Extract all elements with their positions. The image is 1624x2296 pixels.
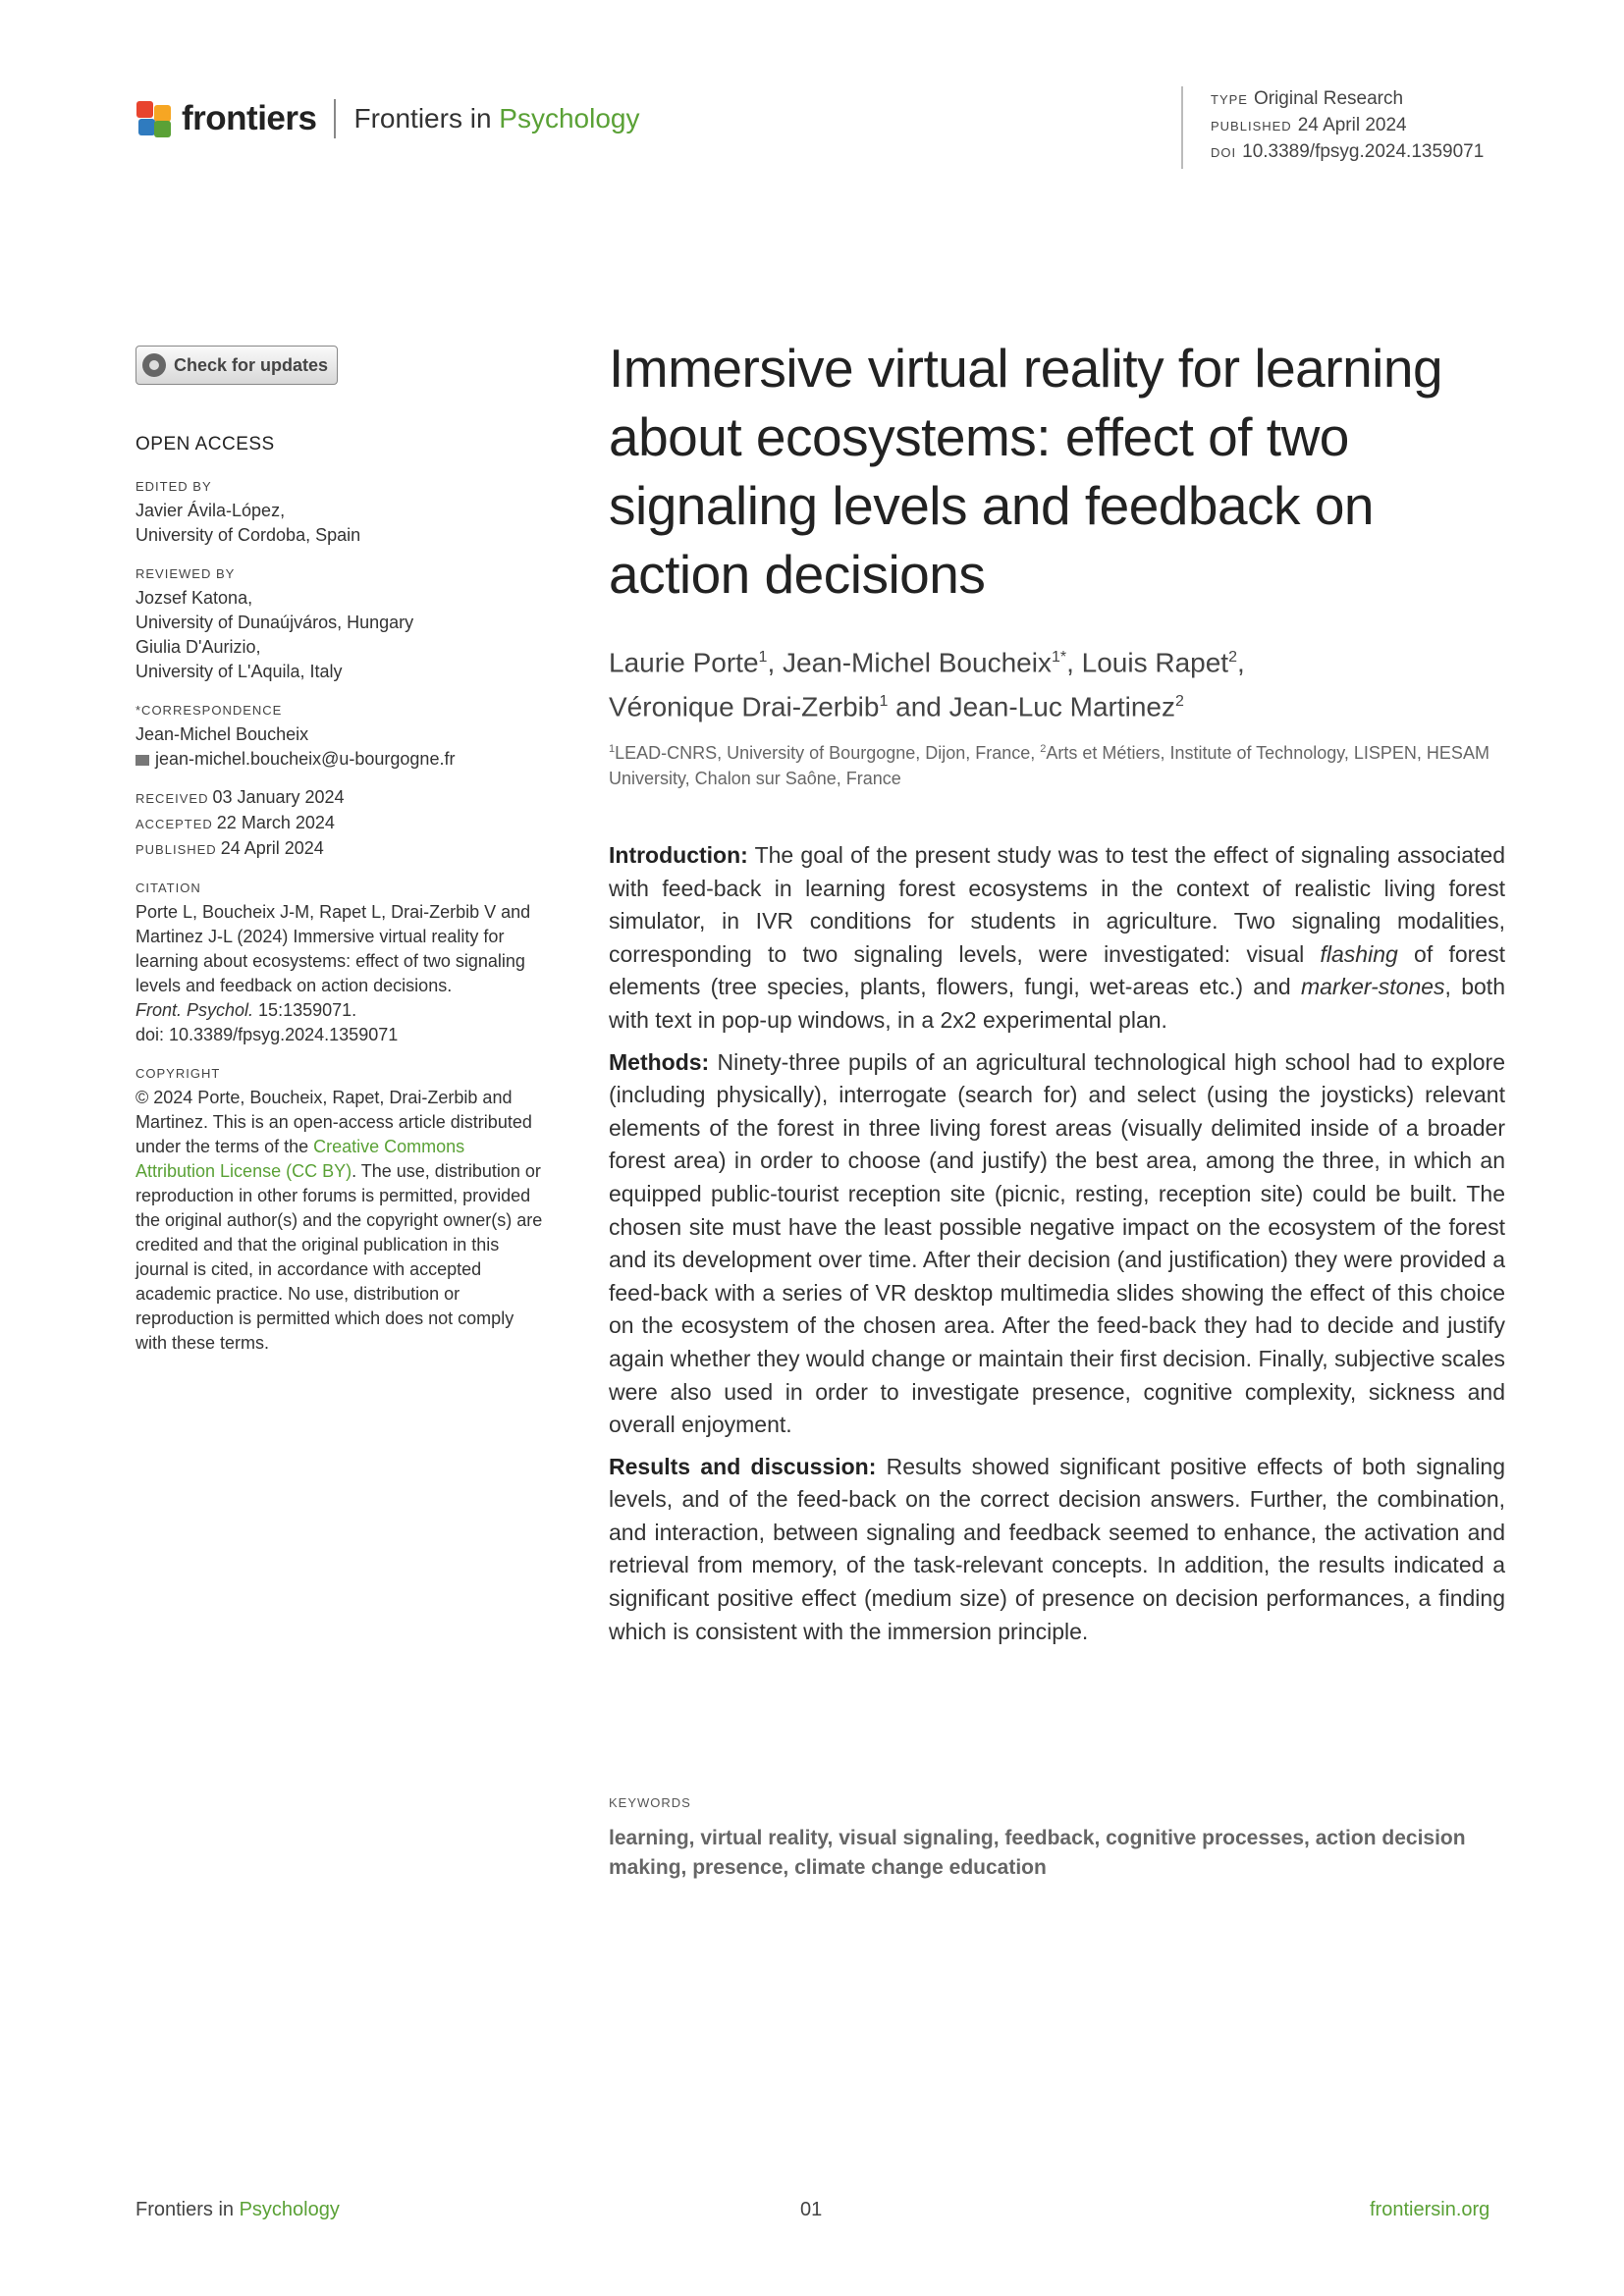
site-link[interactable]: frontiersin.org: [1370, 2199, 1490, 2220]
reviewer-affiliation: University of Dunaújváros, Hungary: [135, 613, 414, 632]
edited-by-label: EDITED BY: [135, 479, 212, 494]
author-separator: ,: [767, 647, 784, 678]
accepted-date: 22 March 2024: [216, 813, 335, 832]
abstract-methods: Methods: Ninety-three pupils of an agricultural technological high school had to explore (including physically), interrogate (search for) and select (using the joysticks) relevant elements of the forest in three living forest areas (visually delimited inside of a broader forest area) in order to choose (and justify) the best area, among the three, in which an equipped public-tourist reception site (picnic, resting, reception site) could be built. The chosen site must have the least possible negative impact on the ecosystem of the forest and its development over time. After their decision (and justification) they were provided a feed-back with a series of VR desktop multimedia slides showing the effect of this choice on the ecosystem of the chosen area. After the feed-back they had to decide and justify again whether they would change or maintain their first decision. Finally, subjective scales were also used in order to investigate presence, cognitive complexity, sickness and overall enjoyment.: [609, 1048, 1505, 1438]
type-label: TYPE: [1211, 92, 1248, 107]
abstract-results: Results and discussion: Results showed significant positive effects of both signaling levels, and of the feed-back on the correct decision answers. Further, the combination, and interaction, between signaling and feedback seemed to enhance, the activation and retrieval from memory, of the task-relevant concepts. In addition, the results indicated a significant positive effect (medium size) of presence on decision performances, a finding which is consistent with the immersion principle.: [609, 1453, 1505, 1644]
author-name[interactable]: Laurie Porte: [609, 647, 759, 678]
check-for-updates-button[interactable]: [135, 346, 338, 385]
published-label: PUBLISHED: [1211, 119, 1292, 133]
citation-text: Porte L, Boucheix J-M, Rapet L, Drai-Zerbib V and Martinez J-L (2024) Immersive virtual reality for learning about ecosystems: effect of two signaling levels and feedback on action decisions. Front. Psychol. 15:1359071. doi: 10.3389/fpsyg.2024.1359071: [135, 902, 531, 1044]
received-label: RECEIVED: [135, 791, 209, 806]
author-affiliation-marker: 2: [1175, 693, 1184, 711]
reviewer-name: Jozsef Katona,: [135, 588, 253, 608]
published-label: PUBLISHED: [135, 842, 217, 857]
brand-name: frontiers: [182, 99, 317, 137]
abstract: [609, 839, 1505, 1657]
reviewer-affiliation: University of L'Aquila, Italy: [135, 662, 343, 681]
editor-affiliation: University of Cordoba, Spain: [135, 525, 361, 545]
copyright-label: COPYRIGHT: [135, 1066, 221, 1081]
mail-icon: [135, 755, 149, 766]
published-value: 24 April 2024: [1297, 115, 1407, 135]
frontiers-logo-icon: [135, 99, 174, 138]
correspondence-name: Jean-Michel Boucheix: [135, 724, 309, 744]
author-separator: ,: [1066, 647, 1082, 678]
reviewer-name: Giulia D'Aurizio,: [135, 637, 261, 657]
doi-link[interactable]: 10.3389/fpsyg.2024.1359071: [1242, 141, 1485, 162]
check-updates-label: Check for updates: [174, 354, 329, 375]
author-name[interactable]: Louis Rapet: [1081, 647, 1229, 678]
page-number: 01: [800, 2199, 823, 2220]
reviewed-by-label: REVIEWED BY: [135, 566, 236, 581]
author-name[interactable]: Jean-Michel Boucheix: [783, 647, 1052, 678]
journal-name: Frontiers in Psychology: [353, 103, 640, 133]
affiliations: $^1$LEAD-CNRS, University of Bourgogne, Dijon, France, $^2$Arts et Métiers, Institute of Technology, LISPEN, HESAM University, Chalon sur Saône, France: [609, 743, 1489, 788]
article-title: Immersive virtual reality for learning about ecosystems: effect of two signaling levels and feedback on action decisions: [609, 338, 1443, 605]
abstract-introduction: Introduction: The goal of the present study was to test the effect of signaling associated with feed-back in learning forest ecosystems in the context of realistic living forest simulator, in IVR conditions for students in agriculture. Two signaling modalities, corresponding to two signaling levels, were investigated: visual flashing of forest elements (tree species, plants, flowers, fungi, wet-areas etc.) and marker-stones, both with text in pop-up windows, in a 2x2 experimental plan.: [609, 842, 1505, 1033]
correspondence-email[interactable]: jean-michel.boucheix@u-bourgogne.fr: [135, 747, 548, 772]
author-affiliation-marker: 1: [879, 693, 889, 711]
author-separator: and: [888, 691, 949, 722]
author-separator: ,: [1236, 647, 1245, 678]
check-updates-icon: [142, 353, 166, 377]
author-affiliation-marker: 1*: [1051, 649, 1067, 666]
open-access-label: OPEN ACCESS: [135, 434, 275, 454]
article-meta: [1181, 86, 1484, 169]
citation-label: CITATION: [135, 881, 201, 895]
footer-journal: Frontiers in Psychology: [135, 2199, 340, 2220]
sidebar: [135, 432, 548, 1356]
type-value: Original Research: [1253, 88, 1404, 109]
keywords-label: KEYWORDS: [609, 1795, 691, 1810]
license-link[interactable]: Creative Commons Attribution License (CC BY): [135, 1137, 465, 1181]
editor-name: Javier Ávila-López,: [135, 501, 286, 520]
doi-label: DOI: [1211, 145, 1237, 160]
dates-block: [135, 785, 548, 862]
author-list: [609, 638, 1512, 727]
logo-divider: [334, 99, 336, 138]
accepted-label: ACCEPTED: [135, 817, 213, 831]
published-date: 24 April 2024: [220, 838, 324, 858]
frontiers-logo[interactable]: [135, 96, 639, 141]
keywords: learning, virtual reality, visual signaling, feedback, cognitive processes, action decision making, presence, climate change education: [609, 1827, 1466, 1879]
author-name[interactable]: Jean-Luc Martinez: [948, 691, 1175, 722]
correspondence-label: *CORRESPONDENCE: [135, 703, 283, 718]
copyright-text: © 2024 Porte, Boucheix, Rapet, Drai-Zerbib and Martinez. This is an open-access article distributed under the terms of the Creative Commons Attribution License (CC BY). The use, distribution or reproduction in other forums is permitted, provided the original author(s) and the copyright owner(s) are credited and that the original publication in this journal is cited, in accordance with accepted academic practice. No use, distribution or reproduction is permitted which does not comply with these terms.: [135, 1088, 543, 1353]
received-date: 03 January 2024: [212, 787, 345, 807]
author-affiliation-marker: 2: [1228, 649, 1237, 666]
author-affiliation-marker: 1: [758, 649, 768, 666]
author-name[interactable]: Véronique Drai-Zerbib: [609, 691, 880, 722]
